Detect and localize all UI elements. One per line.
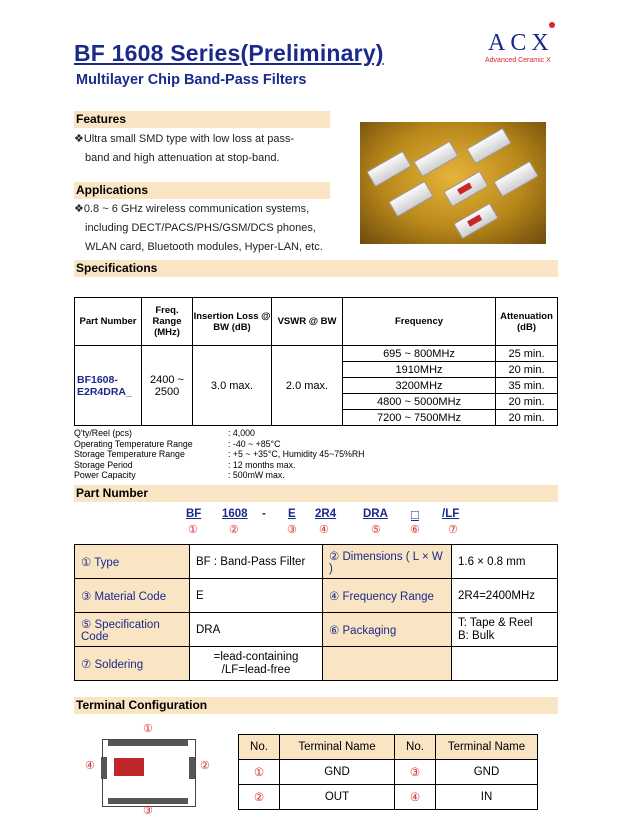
attenuation-cell: 25 min. (496, 346, 558, 362)
chip-image (388, 181, 433, 218)
condition-row: Storage Period : 12 months max. (74, 459, 296, 470)
pn-value-type: BF : Band-Pass Filter (190, 545, 323, 579)
col-terminal-name: Terminal Name (280, 735, 395, 760)
pn-label-frequency: ④ Frequency Range (323, 579, 452, 613)
specifications-heading: Specifications (74, 260, 558, 277)
applications-line-2: including DECT/PACS/PHS/GSM/DCS phones, (85, 222, 316, 234)
attenuation-cell: 20 min. (496, 362, 558, 378)
pn-empty-label (323, 647, 452, 681)
condition-row: Operating Temperature Range : -40 ~ +85°C (74, 438, 281, 449)
pn-empty-value (452, 647, 558, 681)
part-number-table (74, 544, 558, 681)
col-terminal-name: Terminal Name (436, 735, 538, 760)
terminal-no: ④ (395, 785, 436, 810)
terminal-heading: Terminal Configuration (74, 697, 558, 714)
pn-label-type: ① Type (75, 545, 190, 579)
chip-image (413, 141, 458, 178)
acx-logo (478, 26, 578, 72)
features-text (74, 130, 294, 168)
features-line-1: ❖Ultra small SMD type with low loss at pass- (74, 133, 295, 145)
terminal-diagram (84, 722, 214, 822)
code-segment: 2R4 (315, 508, 337, 520)
applications-text (74, 200, 323, 257)
logo-text: ACX (488, 30, 554, 56)
attenuation-cell: 20 min. (496, 394, 558, 410)
terminal-label-3: ③ (143, 805, 153, 817)
circle-number: ⑤ (371, 524, 381, 536)
frequency-cell: 4800 ~ 5000MHz (343, 394, 496, 410)
col-no: No. (239, 735, 280, 760)
conditions-list (74, 428, 365, 481)
attenuation-cell: 20 min. (496, 410, 558, 426)
circle-number: ⑦ (448, 524, 458, 536)
pn-label-soldering: ⑦ Soldering (75, 647, 190, 681)
code-separator: - (262, 508, 266, 520)
chip-image (466, 128, 511, 165)
circle-number: ④ (319, 524, 329, 536)
freq-range-cell: 2400 ~ 2500 (142, 346, 193, 426)
col-attenuation: Attenuation (dB) (496, 298, 558, 346)
chip-image (493, 161, 538, 198)
frequency-cell: 7200 ~ 7500MHz (343, 410, 496, 426)
col-no: No. (395, 735, 436, 760)
frequency-cell: 3200MHz (343, 378, 496, 394)
condition-row: Storage Temperature Range : +5 ~ +35°C, Humidity 45~75%RH (74, 449, 365, 460)
col-part-number: Part Number (75, 298, 142, 346)
specifications-table (74, 297, 558, 426)
features-heading: Features (74, 111, 330, 128)
col-insertion-loss: Insertion Loss @ BW (dB) (193, 298, 272, 346)
col-frequency: Frequency (343, 298, 496, 346)
terminal-pad-right (189, 757, 195, 779)
terminal-pad-left (101, 757, 107, 779)
marking-icon (114, 758, 144, 776)
applications-line-1: ❖0.8 ~ 6 GHz wireless communication systems, (74, 203, 310, 215)
page-title: BF 1608 Series(Preliminary) (74, 40, 384, 66)
terminal-name: IN (436, 785, 538, 810)
pn-value-packaging: T: Tape & Reel B: Bulk (452, 613, 558, 647)
pn-label-spec-code: ⑤ Specification Code (75, 613, 190, 647)
terminal-no: ① (239, 760, 280, 785)
terminal-no: ③ (395, 760, 436, 785)
chip-image (453, 203, 498, 240)
terminal-name: GND (436, 760, 538, 785)
frequency-cell: 695 ~ 800MHz (343, 346, 496, 362)
features-line-2: band and high attenuation at stop-band. (85, 152, 280, 164)
pn-label-packaging: ⑥ Packaging (323, 613, 452, 647)
frequency-cell: 1910MHz (343, 362, 496, 378)
terminal-label-2: ② (200, 760, 210, 772)
page-subtitle: Multilayer Chip Band-Pass Filters (76, 72, 307, 88)
circle-number: ⑥ (410, 524, 420, 536)
terminal-name: OUT (280, 785, 395, 810)
vswr-cell: 2.0 max. (272, 346, 343, 426)
pn-value-frequency: 2R4=2400MHz (452, 579, 558, 613)
pn-value-material: E (190, 579, 323, 613)
pn-value-dimensions: 1.6 × 0.8 mm (452, 545, 558, 579)
circle-number: ① (188, 524, 198, 536)
condition-row: Power Capacity : 500mW max. (74, 470, 285, 481)
applications-line-3: WLAN card, Bluetooth modules, Hyper-LAN, etc. (85, 241, 323, 253)
circle-number: ② (229, 524, 239, 536)
pn-label-material: ③ Material Code (75, 579, 190, 613)
condition-row: Q'ty/Reel (pcs) : 4,000 (74, 428, 255, 438)
part-number-cell: BF1608-E2R4DRA_ (75, 346, 142, 426)
terminal-table (238, 734, 538, 810)
pn-value-spec-code: DRA (190, 613, 323, 647)
pn-value-soldering: =lead-containing /LF=lead-free (190, 647, 323, 681)
chip-image (443, 171, 488, 208)
pn-label-dimensions: ② Dimensions ( L × W ) (323, 545, 452, 579)
attenuation-cell: 35 min. (496, 378, 558, 394)
applications-heading: Applications (74, 182, 330, 199)
part-number-code (178, 508, 478, 538)
code-segment: /LF (442, 508, 460, 520)
circle-number: ③ (287, 524, 297, 536)
insertion-loss-cell: 3.0 max. (193, 346, 272, 426)
terminal-name: GND (280, 760, 395, 785)
col-vswr: VSWR @ BW (272, 298, 343, 346)
chip-image (366, 151, 411, 188)
logo-dot-icon (549, 22, 555, 28)
terminal-pad-top (108, 740, 188, 746)
code-segment: DRA (363, 508, 388, 520)
code-segment: E (288, 508, 296, 520)
code-segment: 1608 (222, 508, 248, 520)
part-number-heading: Part Number (74, 485, 558, 502)
code-segment: BF (186, 508, 202, 520)
terminal-label-1: ① (143, 723, 153, 735)
code-segment: □ (411, 507, 419, 522)
product-photo (360, 122, 546, 244)
logo-tagline: Advanced Ceramic X (485, 57, 551, 64)
terminal-label-4: ④ (85, 760, 95, 772)
terminal-no: ② (239, 785, 280, 810)
col-freq-range: Freq. Range (MHz) (142, 298, 193, 346)
